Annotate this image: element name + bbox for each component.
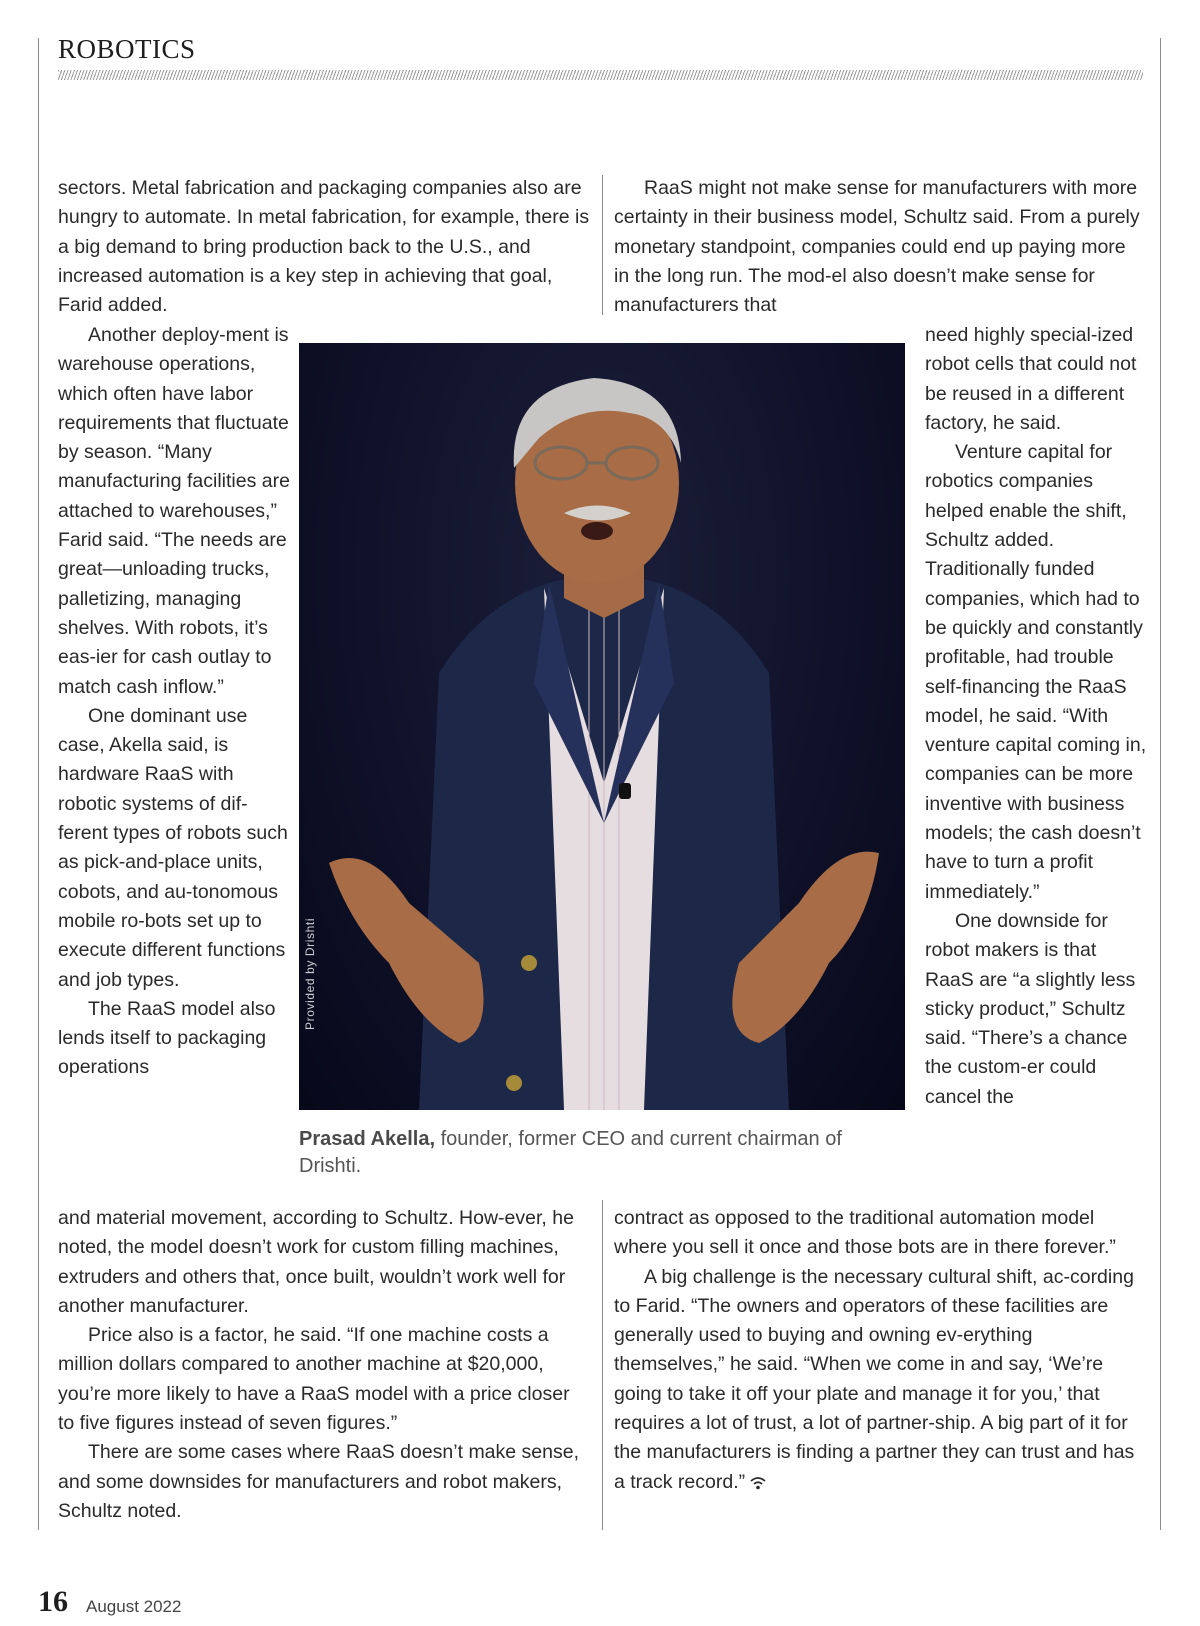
paragraph: and material movement, according to Schultz. How-ever, he noted, the model doesn’t work for custom filling machines, extruders and others that, once built, wouldn’t work well for another manufacturer. <box>58 1207 574 1317</box>
column-divider-bottom <box>602 1200 603 1530</box>
page-frame-right <box>1160 38 1161 1530</box>
article-right-bottom <box>614 1204 1146 1497</box>
photo-credit: Provided by Drishti <box>303 917 317 1030</box>
paragraph: RaaS might not make sense for manufacturers with more certainty in their business model, Schultz said. From a purely monetary standpoint, companies could end up paying more in the long run. The mod-el also doesn’t make sense for manufacturers that <box>614 177 1140 317</box>
header-hatch-rule <box>58 70 1143 80</box>
paragraph: Price also is a factor, he said. “If one machine costs a million dollars compared to another machine at $20,000, you’re more likely to have a RaaS model with a price closer to five figures instead of seven figures.” <box>58 1324 570 1435</box>
paragraph: Venture capital for robotics companies helped enable the shift, Schultz added. Traditionally funded companies, which had to be quickly and constantly profitable, had trouble self-financing the RaaS model, he said. “With venture capital coming in, companies can be more inventive with business models; the cash doesn’t have to turn a profit immediately.” <box>925 441 1147 903</box>
portrait-illustration <box>299 343 905 1110</box>
signal-end-icon <box>749 1476 767 1490</box>
page-frame-left <box>38 38 39 1530</box>
article-left-bottom <box>58 1204 590 1526</box>
paragraph: One downside for robot makers is that RaaS are “a slightly less sticky product,” Schultz said. “There’s a chance the custom-er could cancel the <box>925 909 1136 1108</box>
article-left-wrap <box>58 321 290 1083</box>
issue-date: August 2022 <box>86 1597 182 1616</box>
column-divider-top <box>602 175 603 315</box>
caption-text: founder, former CEO and current chairman of Drishti. <box>299 1128 842 1177</box>
paragraph: One dominant use case, Akella said, is hardware RaaS with robotic systems of dif-ferent types of robots such as pick-and-place units, cobots, and au-tonomous mobile ro-bots set up to execute different functions and job types. <box>58 704 288 991</box>
paragraph <box>614 1263 1146 1497</box>
paragraph: need highly special-ized robot cells that could not be reused in a different factory, he said. <box>925 324 1137 434</box>
paragraph: contract as opposed to the traditional automation model where you sell it once and those bots are in there forever.” <box>614 1207 1116 1259</box>
paragraph: Another deploy-ment is warehouse operations, which often have labor requirements that fluctuate by season. “Many manufacturing facilities are attached to warehouses,” Farid said. “The needs are great—unloading trucks, palletizing, managing shelves. With robots, it’s eas-ier for cash outlay to match cash inflow.” <box>58 324 290 698</box>
article-right-wrap <box>925 321 1150 1112</box>
paragraph-text: A big challenge is the necessary cultural shift, ac-cording to Farid. “The owners and operators of these facilities are generally used to buying and owning ev-erything themselves,” he said. “When we come in and say, ‘We’re going to take it off your plate and manage it for you,’ that requires a lot of trust, a lot of partner-ship. A big part of it for the manufacturers is finding a partner they can trust and has a track record.” <box>614 1265 1135 1493</box>
photo-caption <box>299 1126 859 1180</box>
caption-name: Prasad Akella, <box>299 1128 436 1150</box>
article-left-top <box>58 174 590 320</box>
section-label: ROBOTICS <box>58 34 196 64</box>
paragraph: There are some cases where RaaS doesn’t make sense, and some downsides for manufacturers and robot makers, Schultz noted. <box>58 1441 579 1522</box>
article-right-top <box>614 174 1146 320</box>
portrait-photo <box>299 343 905 1110</box>
paragraph: sectors. Metal fabrication and packaging companies also are hungry to automate. In metal fabrication, for example, there is a big demand to bring production back to the U.S., and increased automation is a key step in achieving that goal, Farid added. <box>58 177 590 317</box>
paragraph: The RaaS model also lends itself to packaging operations <box>58 997 276 1079</box>
page-number: 16 <box>38 1585 68 1618</box>
